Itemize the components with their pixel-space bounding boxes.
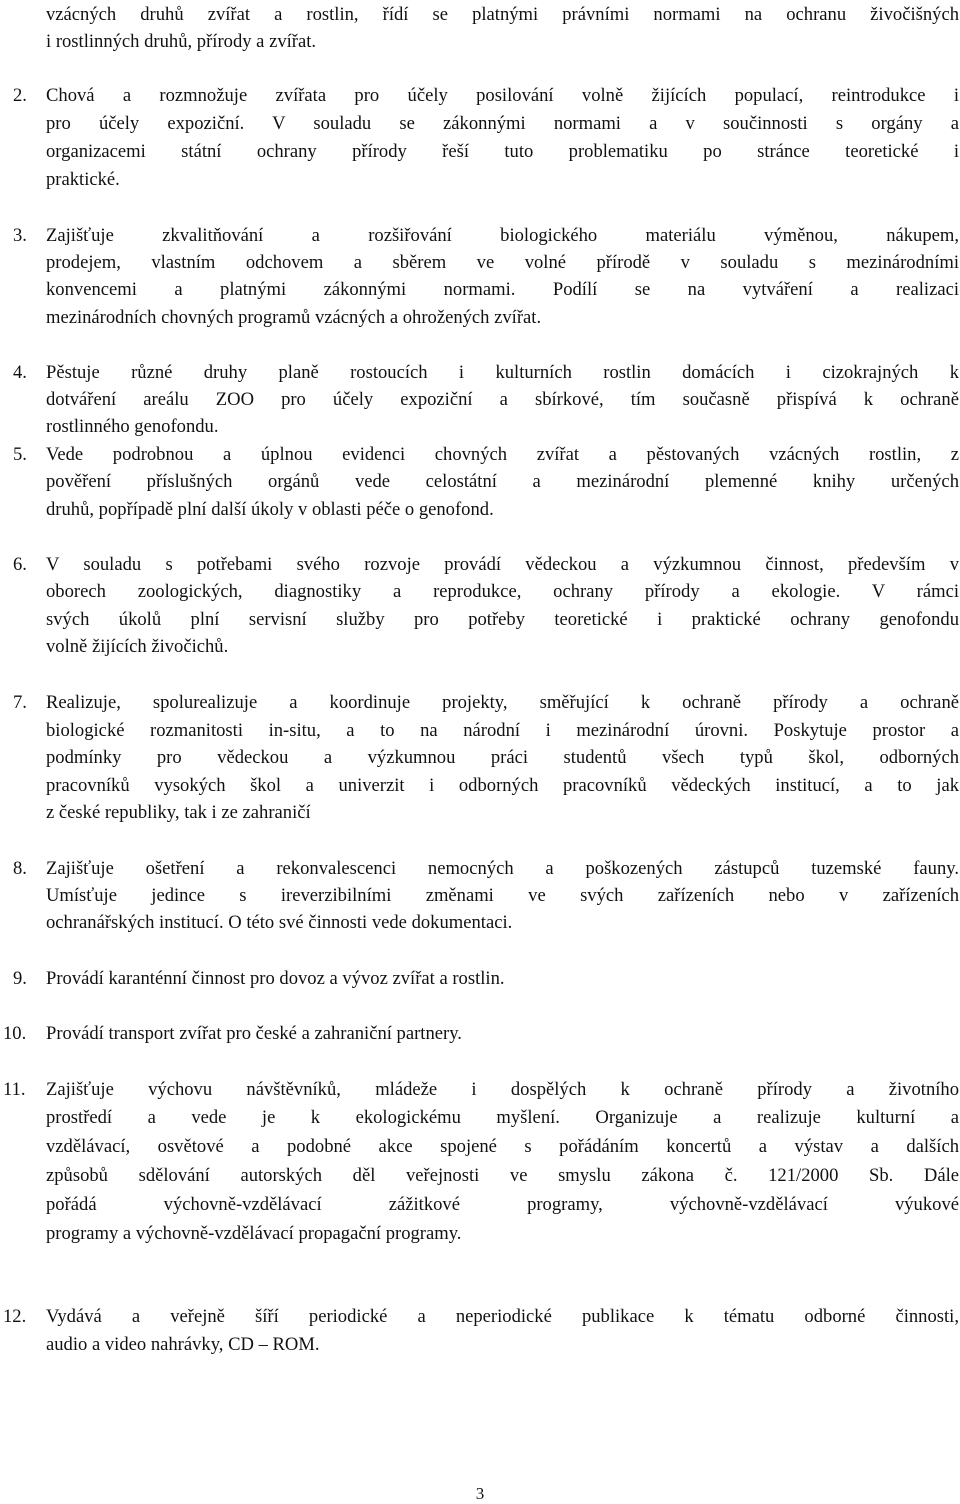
text-line: způsobů sdělování autorských děl veřejnosti ve smyslu zákona č. 121/2000 Sb. Dále — [46, 1165, 959, 1186]
item-number: 4. — [13, 362, 27, 383]
text-line: volně žijících živočichů. — [46, 636, 229, 657]
text-line: organizacemi státní ochrany přírody řeší tuto problematiku po stránce teoretické i — [46, 141, 959, 162]
text-line: Provádí karanténní činnost pro dovoz a vývoz zvířat a rostlin. — [46, 968, 505, 989]
item-number: 2. — [13, 85, 27, 106]
text-line: audio a video nahrávky, CD – ROM. — [46, 1334, 320, 1355]
text-line: prostředí a vede je k ekologickému myšlení. Organizuje a realizuje kulturní a — [46, 1107, 959, 1128]
text-line: Zajišťuje zkvalitňování a rozšiřování biologického materiálu výměnou, nákupem, — [46, 225, 959, 246]
text-line: V souladu s potřebami svého rozvoje provádí vědeckou a výzkumnou činnost, především v — [46, 554, 959, 575]
text-line: Provádí transport zvířat pro české a zahraniční partnery. — [46, 1023, 462, 1044]
item-number: 3. — [13, 225, 27, 246]
text-line: Vydává a veřejně šíří periodické a neperiodické publikace k tématu odborné činnosti, — [46, 1306, 959, 1327]
text-line: rostlinného genofondu. — [46, 416, 219, 437]
text-line: programy a výchovně-vzdělávací propagační programy. — [46, 1223, 462, 1244]
item-number: 10. — [3, 1023, 27, 1044]
text-line: pracovníků vysokých škol a univerzit i odborných pracovníků vědeckých institucí, a to jak — [46, 775, 959, 796]
text-line: praktické. — [46, 169, 120, 190]
text-line: pověření příslušných orgánů vede celostátní a mezinárodní plemenné knihy určených — [46, 471, 959, 492]
text-line: prodejem, vlastním odchovem a sběrem ve volné přírodě v souladu s mezinárodními — [46, 252, 959, 273]
item-number: 11. — [3, 1079, 26, 1100]
text-line: druhů, popřípadě plní další úkoly v oblasti péče o genofond. — [46, 499, 494, 520]
text-line: oborech zoologických, diagnostiky a reprodukce, ochrany přírody a ekologie. V rámci — [46, 581, 959, 602]
item-number: 9. — [13, 968, 27, 989]
page-number: 3 — [475, 1484, 485, 1503]
item-number: 6. — [13, 554, 27, 575]
text-line: mezinárodních chovných programů vzácných a ohrožených zvířat. — [46, 307, 542, 328]
text-line: dotváření areálu ZOO pro účely expoziční a sbírkové, tím současně přispívá k ochraně — [46, 389, 959, 410]
text-line: Zajišťuje ošetření a rekonvalescenci nemocných a poškozených zástupců tuzemské fauny. — [46, 858, 959, 879]
text-line: Umísťuje jedince s ireverzibilními změnami ve svých zařízeních nebo v zařízeních — [46, 885, 959, 906]
text-line: pro účely expoziční. V souladu se zákonnými normami a v součinnosti s orgány a — [46, 113, 959, 134]
text-line: i rostlinných druhů, přírody a zvířat. — [46, 31, 317, 52]
item-number: 7. — [13, 692, 27, 713]
text-line: Pěstuje různé druhy planě rostoucích i kulturních rostlin domácích i cizokrajných k — [46, 362, 959, 383]
text-line: Chová a rozmnožuje zvířata pro účely posilování volně žijících populací, reintrodukce i — [46, 85, 959, 106]
text-line: vzdělávací, osvětové a podobné akce spojené s pořádáním koncertů a výstav a dalších — [46, 1136, 959, 1157]
item-number: 5. — [13, 444, 27, 465]
text-line: Realizuje, spolurealizuje a koordinuje projekty, směřující k ochraně přírody a ochraně — [46, 692, 959, 713]
text-line: ochranářských institucí. O této své činnosti vede dokumentaci. — [46, 912, 513, 933]
text-line: Vede podrobnou a úplnou evidenci chovných zvířat a pěstovaných vzácných rostlin, z — [46, 444, 959, 465]
text-line: konvencemi a platnými zákonnými normami. Podílí se na vytváření a realizaci — [46, 279, 959, 300]
text-line: biologické rozmanitosti in-situ, a to na národní i mezinárodní úrovni. Poskytuje prostor a — [46, 720, 959, 741]
text-line: Zajišťuje výchovu návštěvníků, mládeže i dospělých k ochraně přírody a životního — [46, 1079, 959, 1100]
text-line: svých úkolů plní servisní služby pro potřeby teoretické i praktické ochrany genofondu — [46, 609, 959, 630]
item-number: 12. — [3, 1306, 27, 1327]
item-number: 8. — [13, 858, 27, 879]
text-line: pořádá výchovně-vzdělávací zážitkové programy, výchovně-vzdělávací výukové — [46, 1194, 959, 1215]
text-line: z české republiky, tak i ze zahraničí — [46, 802, 311, 823]
text-line: vzácných druhů zvířat a rostlin, řídí se platnými právními normami na ochranu živočišných — [46, 4, 959, 25]
text-line: podmínky pro vědeckou a výzkumnou práci studentů všech typů škol, odborných — [46, 747, 959, 768]
